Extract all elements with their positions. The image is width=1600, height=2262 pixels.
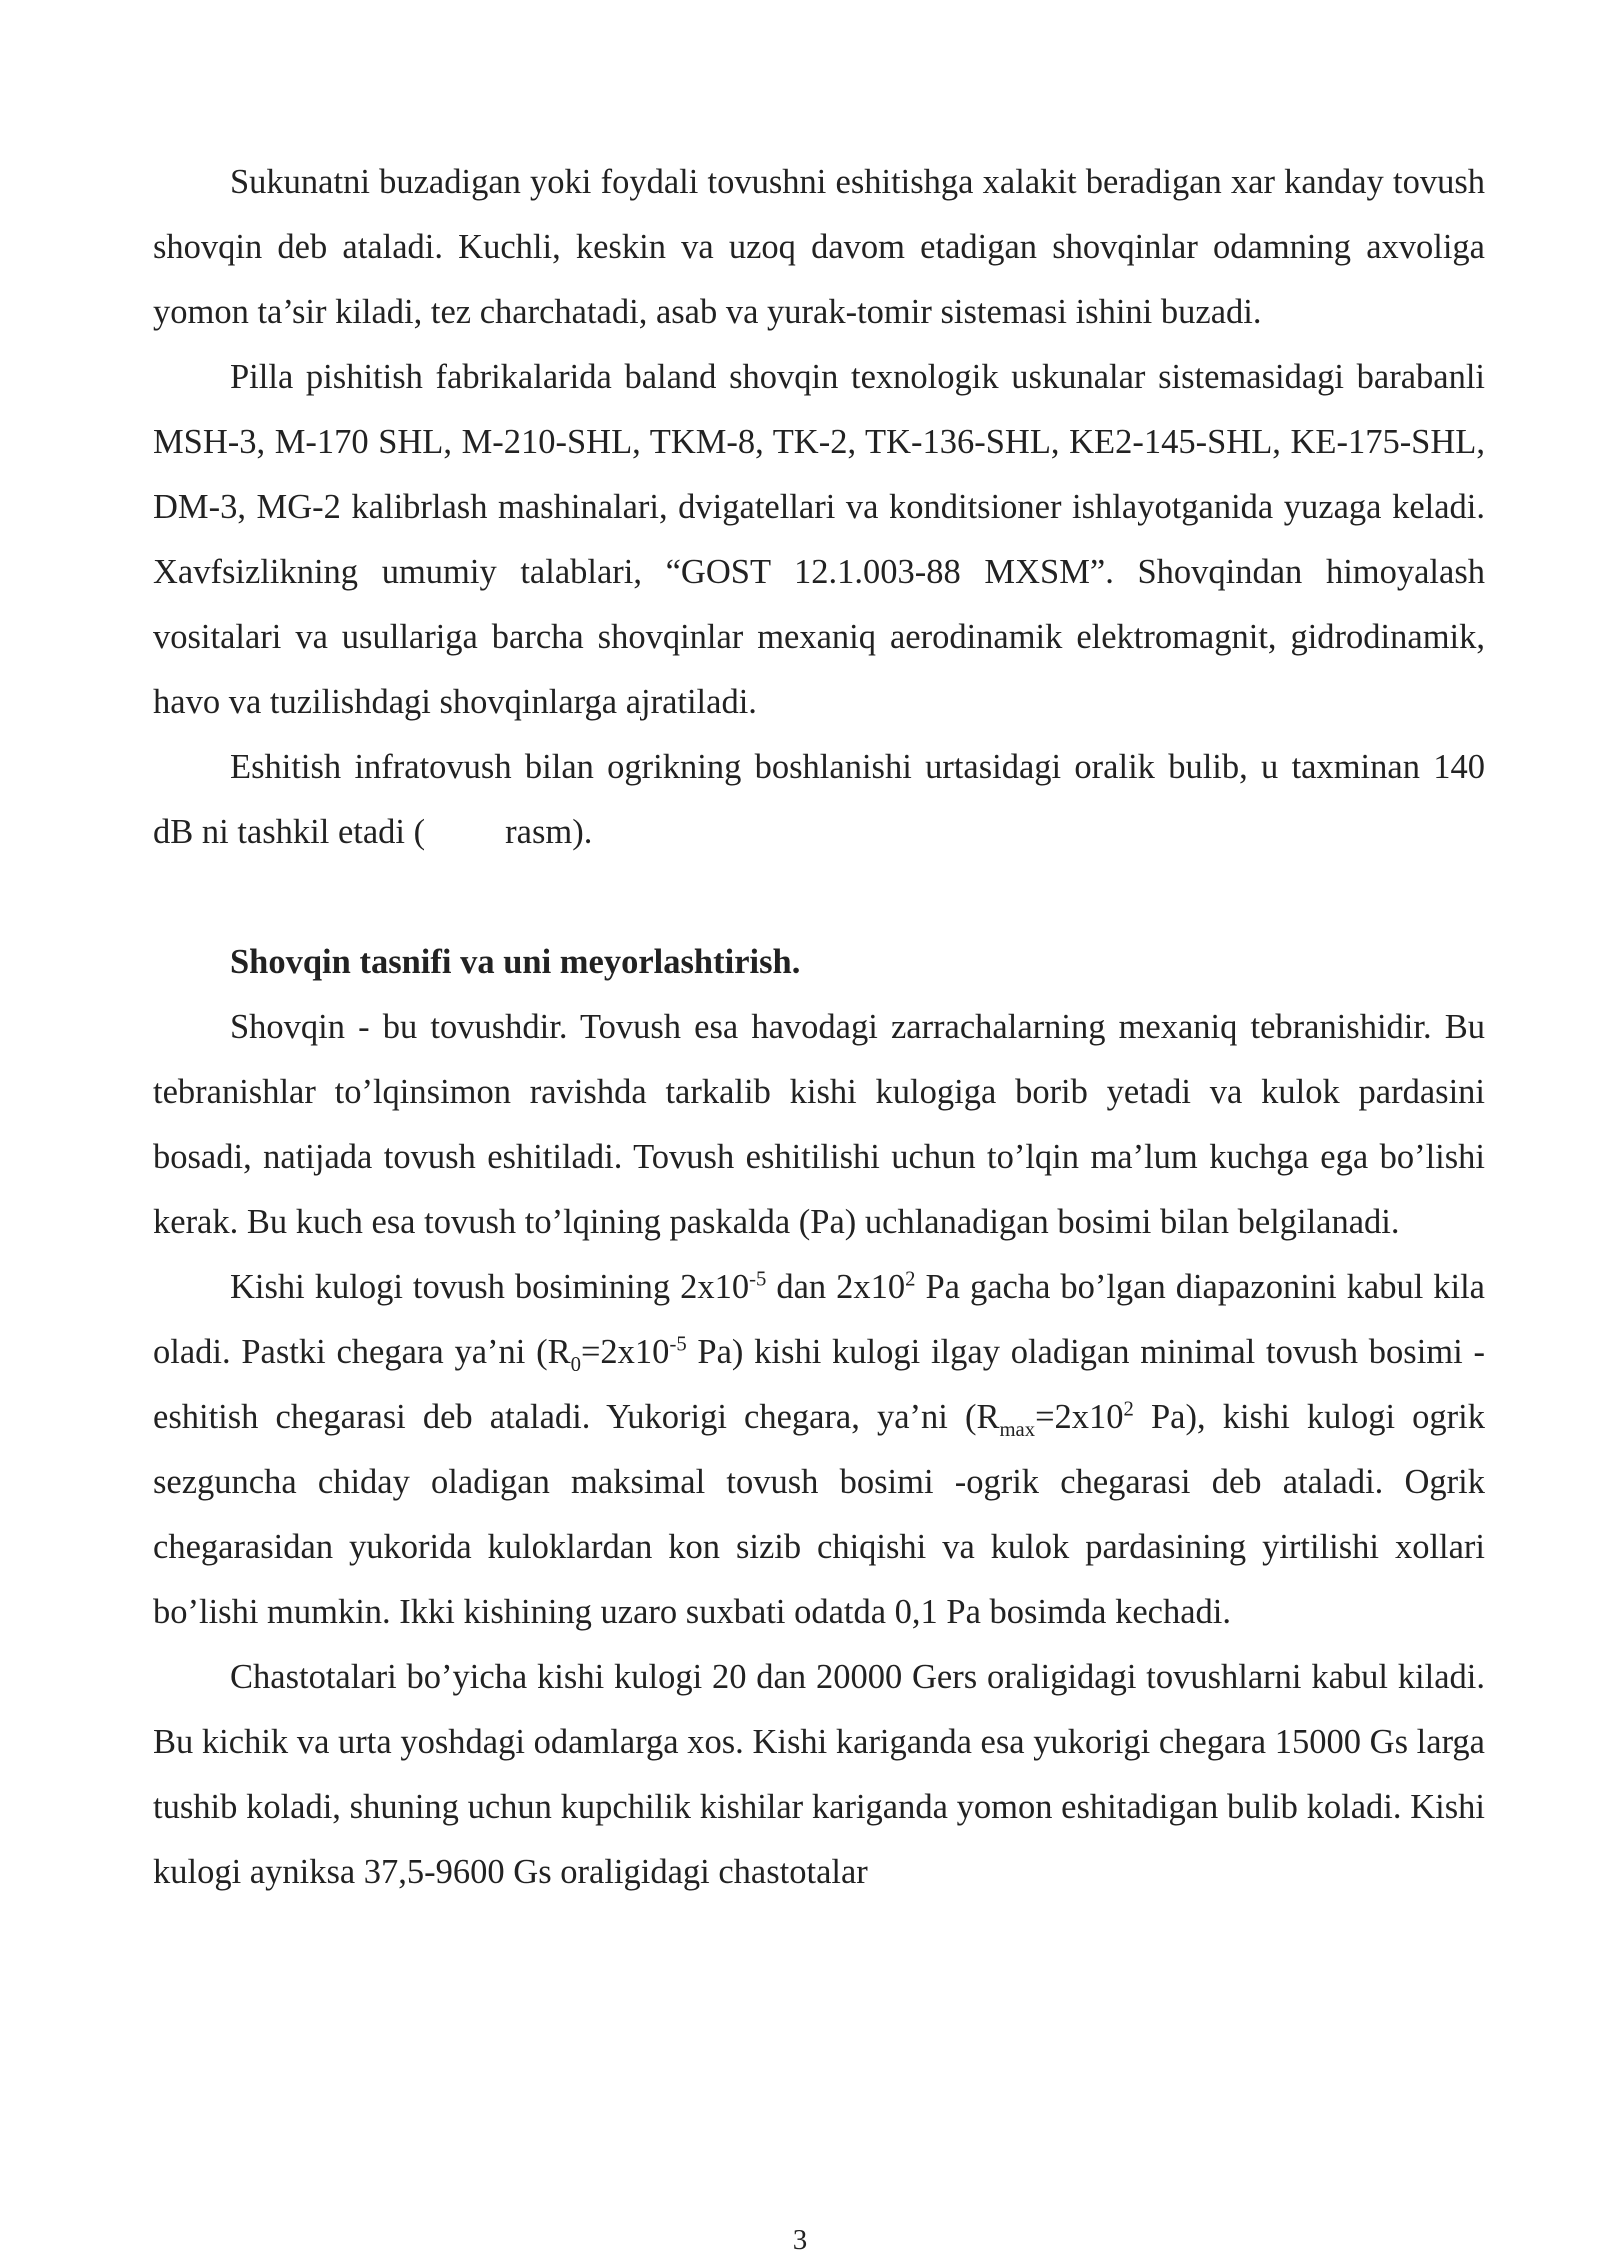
section-spacer bbox=[153, 865, 1485, 930]
pressure-exponent-1: -5 bbox=[749, 1268, 767, 1291]
paragraph-hearing-range bbox=[153, 735, 1485, 865]
pressure-text-6: =2x10 bbox=[1035, 1398, 1124, 1436]
pressure-subscript-1: 0 bbox=[570, 1353, 581, 1376]
pressure-text-1: Kishi kulogi tovush bosimining 2x10 bbox=[230, 1268, 750, 1306]
paragraph-noise-physics: Shovqin - bu tovushdir. Tovush esa havodagi zarrachalarning mexaniq tebranishidir. Bu tebranishlar to’lqinsimon ravishda tarkalib kishi kulogiga borib yetadi va kulok pardasini bosadi, natijada tovush eshitiladi. Tovush eshitilishi uchun to’lqin ma’lum kuchga ega bo’lishi kerak. Bu kuch esa tovush to’lqining paskalda (Pa) uchlanadigan bosimi bilan belgilanadi. bbox=[153, 1008, 1485, 1241]
pressure-text-4: =2x10 bbox=[580, 1333, 670, 1371]
section-heading: Shovqin tasnifi va uni meyorlashtirish. bbox=[230, 943, 801, 981]
pressure-exponent-4: 2 bbox=[1123, 1398, 1134, 1421]
pressure-subscript-2: max bbox=[999, 1418, 1036, 1441]
pressure-text-5: Pa) kishi kulogi ilgay oladigan minimal tovush bosimi - eshitish chegarasi deb ataladi. Yukorigi chegara, ya’ni (R bbox=[153, 1333, 1485, 1436]
page-number: 3 bbox=[792, 2224, 808, 2256]
paragraph-frequency-range: Chastotalari bo’yicha kishi kulogi 20 dan 20000 Gers oraligidagi tovushlarni kabul kiladi. Bu kichik va urta yoshdagi odamlarga xos. Kishi kariganda esa yukorigi chegara 15000 Gs larga tushib koladi, shuning uchun kupchilik kishilar kariganda yomon eshitadigan bulib koladi. Kishi kulogi ayniksa 37,5-9600 Gs oraligidagi chastotalar bbox=[153, 1658, 1485, 1891]
document-body bbox=[153, 150, 1485, 1905]
paragraph-hearing-range-text: Eshitish infratovush bilan ogrikning boshlanishi urtasidagi oralik bulib, u taxminan 140 dB ni tashkil etadi ( bbox=[153, 748, 1485, 851]
pressure-text-3: Pa gacha bo’lgan diapazonini kabul kila oladi. Pastki chegara ya’ni (R bbox=[153, 1268, 1485, 1371]
paragraph-sound-pressure bbox=[153, 1255, 1485, 1645]
paragraph-noise-sources: Pilla pishitish fabrikalarida baland shovqin texnologik uskunalar sistemasidagi barabanli MSH-3, M-170 SHL, M-210-SHL, TKM-8, TK-2, TK-136-SHL, KE2-145-SHL, KE-175-SHL, DM-3, MG-2 kalibrlash mashinalari, dvigatellari va konditsioner ishlayotganida yuzaga keladi. Xavfsizlikning umumiy talablari, “GOST 12.1.003-88 MXSM”. Shovqindan himoyalash vositalari va usullariga barcha shovqinlar mexaniq aerodinamik elektromagnit, gidrodinamik, havo va tuzilishdagi shovqinlarga ajratiladi. bbox=[153, 358, 1485, 721]
paragraph-noise-definition: Sukunatni buzadigan yoki foydali tovushni eshitishga xalakit beradigan xar kanday tovush shovqin deb ataladi. Kuchli, keskin va uzoq davom etadigan shovqinlar odamning axvoliga yomon ta’sir kiladi, tez charchatadi, asab va yurak-tomir sistemasi ishini buzadi. bbox=[153, 163, 1485, 331]
pressure-text-2: dan 2x10 bbox=[766, 1268, 906, 1306]
pressure-exponent-3: -5 bbox=[669, 1333, 687, 1356]
pressure-text-7: Pa), kishi kulogi ogrik sezguncha chiday oladigan maksimal tovush bosimi -ogrik chegarasi deb ataladi. Ogrik chegarasidan yukorida kuloklardan kon sizib chiqishi va kulok pardasining yirtilishi xollari bo’lishi mumkin. Ikki kishining uzaro suxbati odatda 0,1 Pa bosimda kechadi. bbox=[153, 1398, 1485, 1631]
pressure-exponent-2: 2 bbox=[905, 1268, 916, 1291]
paragraph-hearing-range-end: rasm). bbox=[505, 813, 593, 851]
